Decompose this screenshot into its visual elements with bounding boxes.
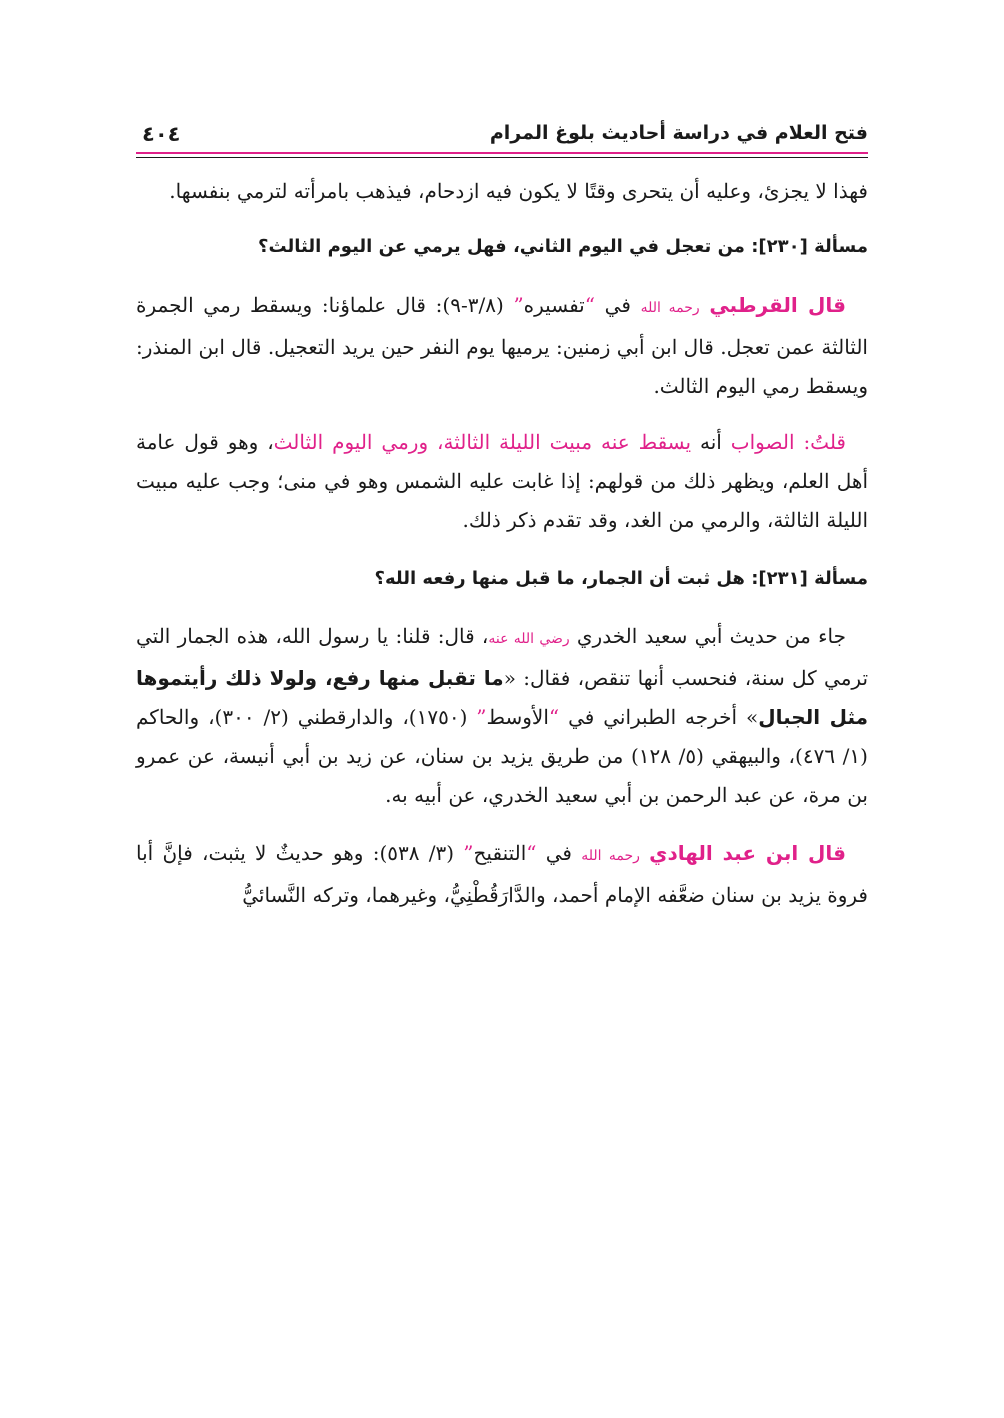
issue-230-question: من تعجل في اليوم الثاني، فهل يرمي عن اليوم الثالث؟ (258, 236, 745, 257)
hadi-pre: في (536, 841, 582, 865)
qult-mid: أنه (691, 430, 731, 454)
header-rule-black (136, 157, 868, 158)
qult-label: قلتُ: (803, 430, 846, 454)
paragraph-ibn-abd-alhadi (136, 834, 868, 915)
running-title: فتح العلام في دراسة أحاديث بلوغ المرام (489, 122, 868, 144)
speaker-ibn-abd-alhadi: قال ابن عبد الهادي (649, 841, 846, 865)
speaker-qurtubi: قال القرطبي (709, 293, 846, 317)
quote-open-mark: “ (584, 293, 595, 317)
hadith-quote: ما تقبل منها رفع، ولولا ذلك رأيتموها مثل الجبال (136, 666, 868, 729)
quote-close-mark: ” (463, 841, 474, 865)
hadith-pre: جاء من حديث أبي سعيد الخدري (569, 624, 846, 648)
header-rule-pink (136, 152, 868, 154)
page (136, 0, 868, 1418)
qurtubi-text: (٣/٨-٩): قال علماؤنا: ويسقط رمي الجمرة الثالثة عمن تعجل. قال ابن أبي زمنين: يرميها يوم النفر حين يريد التعجيل. قال ابن المنذر: ويسقط رمي اليوم الثالث. (136, 293, 868, 398)
hadith-text: (١٧٥٠)، والدارقطني (٢/ ٣٠٠)، والحاكم (١/ ٤٧٦)، والبيهقي (٥/ ١٢٨) من طريق يزيد بن سنان، عن زيد بن أبي أنيسة، عن عمرو بن مرة، عن عبد الرحمن بن أبي سعيد الخدري، عن أبيه به. (136, 705, 868, 807)
paragraph-qurtubi (136, 286, 868, 406)
ruling-text: يسقط عنه مبيت الليلة الثالثة، ورمي اليوم الثالث (273, 430, 692, 454)
paragraph-qult (136, 423, 868, 540)
quote-open-mark: “ (548, 705, 560, 729)
issue-231-question: هل ثبت أن الجمار، ما قبل منها رفعه الله؟ (374, 568, 745, 589)
paragraph-hadith (136, 617, 868, 815)
paragraph-1: فهذا لا يجزئ، وعليه أن يتحرى وقتًا لا يكون فيه ازدحام، فيذهب بامرأته لترمي بنفسها. (169, 179, 868, 203)
honorific-abu-said: رضي الله عنه (488, 631, 570, 647)
issue-230 (136, 227, 868, 266)
quote-close-mark: ” (476, 705, 487, 729)
hadith-after-quote: » أخرجه الطبراني في (559, 705, 759, 729)
honorific-ibn-abd-alhadi: رحمه الله (581, 848, 640, 864)
qult-text: ، وهو قول عامة أهل العلم، ويظهر ذلك من قولهم: إذا غابت عليه الشمس وهو في منى؛ وجب عليه مبيت الليلة الثالثة، والرمي من الغد، وقد تقدم ذكر ذلك. (136, 430, 868, 532)
book-awsat: الأوسط (486, 705, 549, 729)
issue-231-label: مسألة [٢٣١]: (751, 568, 868, 589)
honorific-qurtubi: رحمه الله (640, 300, 700, 316)
qurtubi-pre: في (594, 293, 641, 317)
quote-open-mark: “ (526, 841, 537, 865)
hadi-text: (٣/ ٥٣٨): وهو حديثٌ لا يثبت، فإنَّ أبا فروة يزيد بن سنان ضعَّفه الإمام أحمد، والدَّارَقُطْنِيُّ، وغيرهما، وتركه النَّسائيُّ (136, 841, 868, 907)
issue-231 (136, 559, 868, 598)
sawab-label: الصواب (730, 430, 804, 454)
hadith-mid: ، قال: قلنا: يا رسول الله، هذه الجمار التي ترمي كل سنة، فنحسب أنها تنقص، فقال: « (136, 624, 869, 690)
quote-close-mark: ” (513, 293, 524, 317)
book-tafsir: تفسيره (523, 293, 585, 317)
body-text (136, 172, 868, 915)
book-tanqih: التنقيح (473, 841, 527, 865)
page-number: ٤٠٤ (142, 122, 181, 146)
page-header (136, 118, 868, 154)
issue-230-label: مسألة [٢٣٠]: (751, 236, 868, 257)
